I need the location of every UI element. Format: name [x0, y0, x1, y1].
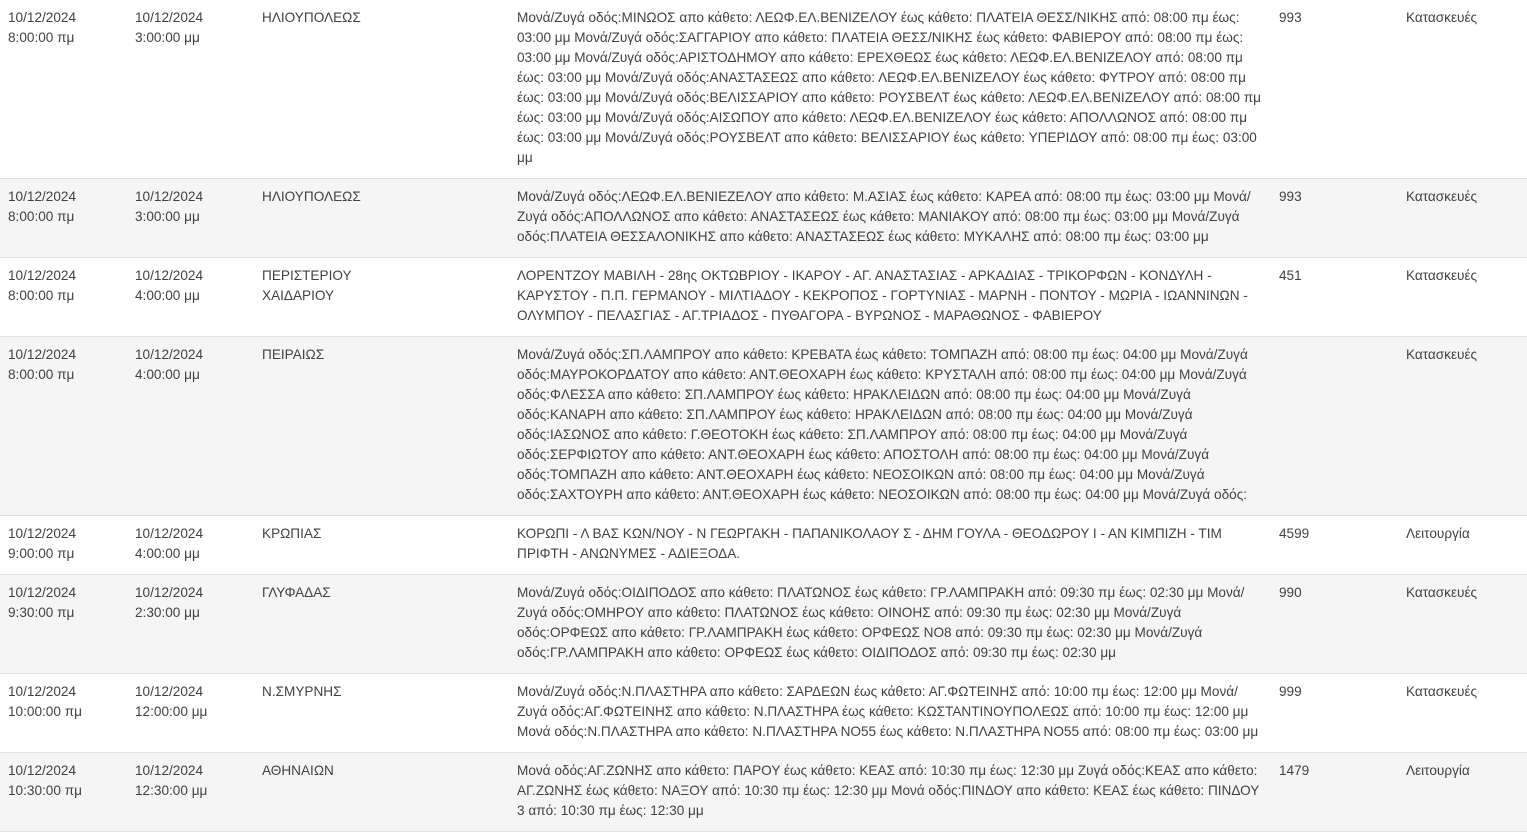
start-time: 9:00:00 πμ — [8, 546, 75, 561]
start-cell — [0, 753, 127, 832]
start-date: 10/12/2024 — [8, 189, 77, 204]
description-cell: ΛΟΡΕΝΤΖΟΥ ΜΑΒΙΛΗ - 28ης ΟΚΤΩΒΡΙΟΥ - ΙΚΑΡΟΥ - ΑΓ. ΑΝΑΣΤΑΣΙΑΣ - ΑΡΚΑΔΙΑΣ - ΤΡΙΚΟΡΦΩΝ - ΚΟΝΔΥΛΗ - ΚΑΡΥΣΤΟΥ - Π.Π. ΓΕΡΜΑΝΟΥ - ΜΙΛΤΙΑΔΟΥ - ΚΕΚΡΟΠΟΣ - ΓΟΡΤΥΝΙΑΣ - ΜΑΡΝΗ - ΠΟΝΤΟΥ - ΜΩΡΙΑ - ΙΩΑΝΝΙΝΩΝ - ΟΛΥΜΠΟΥ - ΠΕΛΑΣΓΙΑΣ - ΑΓ.ΤΡΙΑΔΟΣ - ΠΥΘΑΓΟΡΑ - ΒΥΡΩΝΟΣ - ΜΑΡΑΘΩΝΟΣ - ΦΑΒΙΕΡΟΥ — [509, 258, 1271, 337]
area-cell: ΗΛΙΟΥΠΟΛΕΩΣ — [254, 0, 509, 179]
end-time: 3:00:00 μμ — [135, 209, 200, 224]
count-cell: 4599 — [1271, 516, 1398, 575]
count-cell: 993 — [1271, 0, 1398, 179]
description-cell: Μονά/Ζυγά οδός:Ν.ΠΛΑΣΤΗΡΑ απο κάθετο: ΣΑΡΔΕΩΝ έως κάθετο: ΑΓ.ΦΩΤΕΙΝΗΣ από: 10:00 πμ έως: 12:00 μμ Μονά/Ζυγά οδός:ΑΓ.ΦΩΤΕΙΝΗΣ απο κάθετο: Ν.ΠΛΑΣΤΗΡΑ έως κάθετο: ΚΩΣΤΑΝΤΙΝΟΥΠΟΛΕΩΣ από: 10:00 πμ έως: 12:00 μμ Μονά οδός:Ν.ΠΛΑΣΤΗΡΑ απο κάθετο: Ν.ΠΛΑΣΤΗΡΑ ΝΟ55 έως κάθετο: Ν.ΠΛΑΣΤΗΡΑ ΝΟ55 από: 08:00 πμ έως: 03:00 μμ — [509, 674, 1271, 753]
count-cell: 451 — [1271, 258, 1398, 337]
end-date: 10/12/2024 — [135, 763, 204, 778]
end-time: 4:00:00 μμ — [135, 546, 200, 561]
table-row — [0, 674, 1527, 753]
start-cell — [0, 0, 127, 179]
description-cell: Μονά οδός:ΑΓ.ΖΩΝΗΣ απο κάθετο: ΠΑΡΟΥ έως κάθετο: ΚΕΑΣ από: 10:30 πμ έως: 12:30 μμ Ζυγά οδός:ΚΕΑΣ απο κάθετο: ΑΓ.ΖΩΝΗΣ έως κάθετο: ΝΑΞΟΥ από: 10:30 πμ έως: 12:30 μμ Μονά οδός:ΠΙΝΔΟΥ απο κάθετο: ΚΕΑΣ έως κάθετο: ΠΙΝΔΟΥ 3 από: 10:30 πμ έως: 12:30 μμ — [509, 753, 1271, 832]
table-row — [0, 575, 1527, 674]
description-cell: Μονά/Ζυγά οδός:ΜΙΝΩΟΣ απο κάθετο: ΛΕΩΦ.ΕΛ.ΒΕΝΙΖΕΛΟΥ έως κάθετο: ΠΛΑΤΕΙΑ ΘΕΣΣ/ΝΙΚΗΣ από: 08:00 πμ έως: 03:00 μμ Μονά/Ζυγά οδός:ΣΑΓΓΑΡΙΟΥ απο κάθετο: ΠΛΑΤΕΙΑ ΘΕΣΣ/ΝΙΚΗΣ έως κάθετο: ΦΑΒΙΕΡΟΥ από: 08:00 πμ έως: 03:00 μμ Μονά/Ζυγά οδός:ΑΡΙΣΤΟΔΗΜΟΥ απο κάθετο: ΕΡΕΧΘΕΩΣ έως κάθετο: ΛΕΩΦ.ΕΛ.ΒΕΝΙΖΕΛΟΥ από: 08:00 πμ έως: 03:00 μμ Μονά/Ζυγά οδός:ΑΝΑΣΤΑΣΕΩΣ απο κάθετο: ΛΕΩΦ.ΕΛ.ΒΕΝΙΖΕΛΟΥ έως κάθετο: ΦΥΤΡΟΥ από: 08:00 πμ έως: 03:00 μμ Μονά/Ζυγά οδός:ΒΕΛΙΣΣΑΡΙΟΥ απο κάθετο: ΡΟΥΣΒΕΛΤ έως κάθετο: ΛΕΩΦ.ΕΛ.ΒΕΝΙΖΕΛΟΥ από: 08:00 πμ έως: 03:00 μμ Μονά/Ζυγά οδός:ΑΙΣΩΠΟΥ απο κάθετο: ΛΕΩΦ.ΕΛ.ΒΕΝΙΖΕΛΟΥ έως κάθετο: ΑΠΟΛΛΩΝΟΣ από: 08:00 πμ έως: 03:00 μμ Μονά/Ζυγά οδός:ΡΟΥΣΒΕΛΤ απο κάθετο: ΒΕΛΙΣΣΑΡΙΟΥ έως κάθετο: ΥΠΕΡΙΔΟΥ από: 08:00 πμ έως: 03:00 μμ — [509, 0, 1271, 179]
type-cell: Λειτουργία — [1398, 753, 1527, 832]
end-cell — [127, 575, 254, 674]
start-cell — [0, 674, 127, 753]
end-date: 10/12/2024 — [135, 585, 204, 600]
area-cell: ΗΛΙΟΥΠΟΛΕΩΣ — [254, 179, 509, 258]
start-cell — [0, 337, 127, 516]
end-time: 2:30:00 μμ — [135, 605, 200, 620]
end-date: 10/12/2024 — [135, 526, 204, 541]
table-row — [0, 0, 1527, 179]
end-cell — [127, 753, 254, 832]
table-row — [0, 258, 1527, 337]
end-date: 10/12/2024 — [135, 347, 204, 362]
description-cell: Μονά/Ζυγά οδός:ΣΠ.ΛΑΜΠΡΟΥ απο κάθετο: ΚΡΕΒΑΤΑ έως κάθετο: ΤΟΜΠΑΖΗ από: 08:00 πμ έως: 04:00 μμ Μονά/Ζυγά οδός:ΜΑΥΡΟΚΟΡΔΑΤΟΥ απο κάθετο: ΑΝΤ.ΘΕΟΧΑΡΗ έως κάθετο: ΚΡΥΣΤΑΛΗ από: 08:00 πμ έως: 04:00 μμ Μονά/Ζυγά οδός:ΦΛΕΣΣΑ απο κάθετο: ΣΠ.ΛΑΜΠΡΟΥ έως κάθετο: ΗΡΑΚΛΕΙΔΩΝ από: 08:00 πμ έως: 04:00 μμ Μονά/Ζυγά οδός:ΚΑΝΑΡΗ απο κάθετο: ΣΠ.ΛΑΜΠΡΟΥ έως κάθετο: ΗΡΑΚΛΕΙΔΩΝ από: 08:00 πμ έως: 04:00 μμ Μονά/Ζυγά οδός:ΙΑΣΩΝΟΣ απο κάθετο: Γ.ΘΕΟΤΟΚΗ έως κάθετο: ΣΠ.ΛΑΜΠΡΟΥ από: 08:00 πμ έως: 04:00 μμ Μονά/Ζυγά οδός:ΣΕΡΦΙΩΤΟΥ απο κάθετο: ΑΝΤ.ΘΕΟΧΑΡΗ έως κάθετο: ΑΠΟΣΤΟΛΗ από: 08:00 πμ έως: 04:00 μμ Μονά/Ζυγά οδός:ΤΟΜΠΑΖΗ απο κάθετο: ΑΝΤ.ΘΕΟΧΑΡΗ έως κάθετο: ΝΕΟΣΟΙΚΩΝ από: 08:00 πμ έως: 04:00 μμ Μονά/Ζυγά οδός:ΣΑΧΤΟΥΡΗ απο κάθετο: ΑΝΤ.ΘΕΟΧΑΡΗ έως κάθετο: ΝΕΟΣΟΙΚΩΝ από: 08:00 πμ έως: 04:00 μμ Μονά/Ζυγά οδός: — [509, 337, 1271, 516]
start-time: 9:30:00 πμ — [8, 605, 75, 620]
end-time: 12:00:00 μμ — [135, 704, 208, 719]
type-cell: Κατασκευές — [1398, 674, 1527, 753]
table-row — [0, 179, 1527, 258]
table-row — [0, 337, 1527, 516]
end-time: 4:00:00 μμ — [135, 367, 200, 382]
end-date: 10/12/2024 — [135, 268, 204, 283]
table-row — [0, 753, 1527, 832]
count-cell: 1479 — [1271, 753, 1398, 832]
start-date: 10/12/2024 — [8, 347, 77, 362]
area-cell: Ν.ΣΜΥΡΝΗΣ — [254, 674, 509, 753]
end-cell — [127, 516, 254, 575]
type-cell: Κατασκευές — [1398, 179, 1527, 258]
end-cell — [127, 0, 254, 179]
start-date: 10/12/2024 — [8, 526, 77, 541]
start-date: 10/12/2024 — [8, 684, 77, 699]
end-time: 3:00:00 μμ — [135, 30, 200, 45]
area-cell: ΑΘΗΝΑΙΩΝ — [254, 753, 509, 832]
count-cell: 999 — [1271, 674, 1398, 753]
area-cell: ΠΕΙΡΑΙΩΣ — [254, 337, 509, 516]
end-date: 10/12/2024 — [135, 684, 204, 699]
start-date: 10/12/2024 — [8, 268, 77, 283]
end-time: 12:30:00 μμ — [135, 783, 208, 798]
count-cell: 993 — [1271, 179, 1398, 258]
type-cell: Κατασκευές — [1398, 258, 1527, 337]
end-date: 10/12/2024 — [135, 189, 204, 204]
end-cell — [127, 674, 254, 753]
type-cell: Κατασκευές — [1398, 337, 1527, 516]
type-cell: Κατασκευές — [1398, 0, 1527, 179]
end-cell — [127, 258, 254, 337]
count-cell: 990 — [1271, 575, 1398, 674]
start-cell — [0, 516, 127, 575]
type-cell: Λειτουργία — [1398, 516, 1527, 575]
area-cell: ΓΛΥΦΑΔΑΣ — [254, 575, 509, 674]
start-time: 8:00:00 πμ — [8, 367, 75, 382]
start-time: 8:00:00 πμ — [8, 30, 75, 45]
start-date: 10/12/2024 — [8, 585, 77, 600]
start-time: 8:00:00 πμ — [8, 288, 75, 303]
description-cell: Μονά/Ζυγά οδός:ΟΙΔΙΠΟΔΟΣ απο κάθετο: ΠΛΑΤΩΝΟΣ έως κάθετο: ΓΡ.ΛΑΜΠΡΑΚΗ από: 09:30 πμ έως: 02:30 μμ Μονά/Ζυγά οδός:ΟΜΗΡΟΥ απο κάθετο: ΠΛΑΤΩΝΟΣ έως κάθετο: ΟΙΝΟΗΣ από: 09:30 πμ έως: 02:30 μμ Μονά/Ζυγά οδός:ΟΡΦΕΩΣ απο κάθετο: ΓΡ.ΛΑΜΠΡΑΚΗ έως κάθετο: ΟΡΦΕΩΣ ΝΟ8 από: 09:30 πμ έως: 02:30 μμ Μονά/Ζυγά οδός:ΓΡ.ΛΑΜΠΡΑΚΗ απο κάθετο: ΟΡΦΕΩΣ έως κάθετο: ΟΙΔΙΠΟΔΟΣ από: 09:30 πμ έως: 02:30 μμ — [509, 575, 1271, 674]
start-time: 10:00:00 πμ — [8, 704, 82, 719]
end-cell — [127, 179, 254, 258]
end-time: 4:00:00 μμ — [135, 288, 200, 303]
table-row — [0, 516, 1527, 575]
count-cell — [1271, 337, 1398, 516]
area-cell: ΚΡΩΠΙΑΣ — [254, 516, 509, 575]
start-cell — [0, 575, 127, 674]
description-cell: Μονά/Ζυγά οδός:ΛΕΩΦ.ΕΛ.ΒΕΝΙΕΖΕΛΟΥ απο κάθετο: Μ.ΑΣΙΑΣ έως κάθετο: ΚΑΡΕΑ από: 08:00 πμ έως: 03:00 μμ Μονά/Ζυγά οδός:ΑΠΟΛΛΩΝΟΣ απο κάθετο: ΑΝΑΣΤΑΣΕΩΣ έως κάθετο: ΜΑΝΙΑΚΟΥ από: 08:00 πμ έως: 03:00 μμ Μονά/Ζυγά οδός:ΠΛΑΤΕΙΑ ΘΕΣΣΑΛΟΝΙΚΗΣ απο κάθετο: ΑΝΑΣΤΑΣΕΩΣ έως κάθετο: ΜΥΚΑΛΗΣ από: 08:00 πμ έως: 03:00 μμ — [509, 179, 1271, 258]
area-cell: ΠΕΡΙΣΤΕΡΙΟΥ ΧΑΙΔΑΡΙΟΥ — [254, 258, 509, 337]
start-time: 8:00:00 πμ — [8, 209, 75, 224]
start-time: 10:30:00 πμ — [8, 783, 82, 798]
start-cell — [0, 258, 127, 337]
type-cell: Κατασκευές — [1398, 575, 1527, 674]
end-cell — [127, 337, 254, 516]
start-date: 10/12/2024 — [8, 763, 77, 778]
description-cell: ΚΟΡΩΠΙ - Λ ΒΑΣ ΚΩΝ/ΝΟΥ - Ν ΓΕΩΡΓΑΚΗ - ΠΑΠΑΝΙΚΟΛΑΟΥ Σ - ΔΗΜ ΓΟΥΛΑ - ΘΕΟΔΩΡΟΥ Ι - ΑΝ ΚΙΜΠΙΖΗ - ΤΙΜ ΠΡΙΦΤΗ - ΑΝΩΝΥΜΕΣ - ΑΔΙΕΞΟΔΑ. — [509, 516, 1271, 575]
end-date: 10/12/2024 — [135, 10, 204, 25]
start-date: 10/12/2024 — [8, 10, 77, 25]
start-cell — [0, 179, 127, 258]
